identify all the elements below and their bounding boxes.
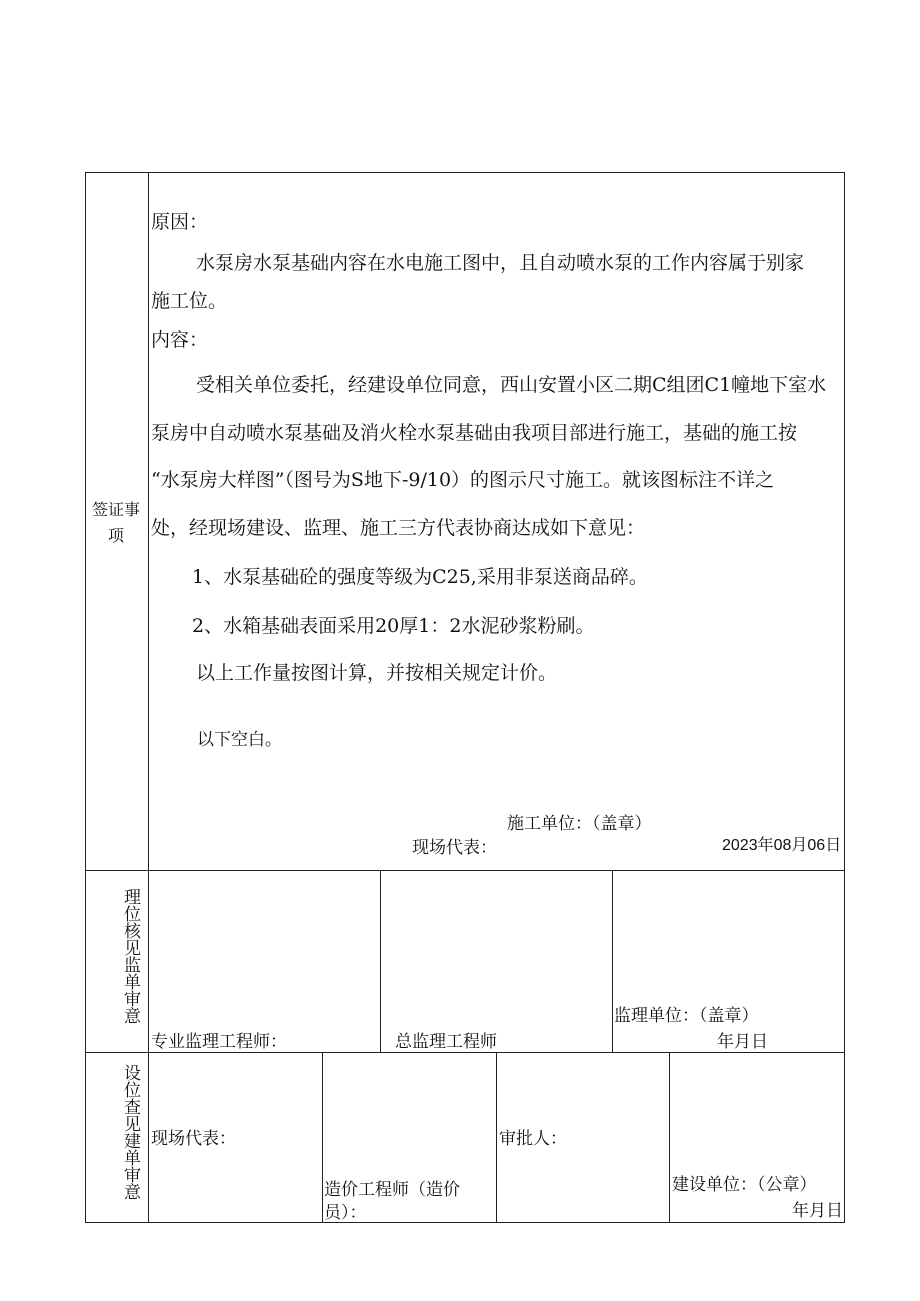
- opinion-item-2: 2、水箱基础表面采用20厚1：2水泥砂浆粉刷。: [192, 615, 595, 637]
- reason-heading: 原因：: [151, 211, 209, 233]
- owner-unit-label: 建设单位：（公章）: [672, 1175, 817, 1195]
- reason-line-2: 施工位。: [151, 290, 228, 312]
- table-bottom-border: [85, 1222, 845, 1223]
- content-heading: 内容：: [151, 329, 209, 351]
- chief-supervising-engineer-label: 总监理工程师: [395, 1032, 497, 1052]
- supervising-engineer-label: 专业监理工程师：: [151, 1032, 287, 1052]
- owner-site-representative-label: 现场代表：: [151, 1129, 236, 1149]
- blank-note: 以下空白。: [197, 730, 282, 750]
- table-top-border: [85, 172, 845, 173]
- visa-date: 2023年08月06日: [722, 837, 842, 854]
- supervision-opinion-label: 理位核见监单审意: [120, 888, 140, 1024]
- row-divider-2: [85, 1052, 845, 1053]
- owner-col-divider-2: [496, 1052, 497, 1223]
- label-column-divider: [148, 172, 149, 1223]
- cost-engineer-label-line1: 造价工程师（造价: [324, 1180, 460, 1200]
- content-line-1: 受相关单位委托，经建设单位同意，西山安置小区二期C组团C1幢地下室水: [196, 374, 827, 396]
- reason-line-1: 水泵房水泵基础内容在水电施工图中，且自动喷水泵的工作内容属于别家: [196, 252, 805, 274]
- summary-line: 以上工作量按图计算，并按相关规定计价。: [196, 662, 558, 684]
- contractor-unit-label: 施工单位：（盖章）: [507, 814, 652, 834]
- content-line-4: 处，经现场建设、监理、施工三方代表协商达成如下意见：: [151, 517, 646, 539]
- supervision-col-divider-2: [612, 870, 613, 1053]
- site-representative-label: 现场代表：: [412, 838, 497, 858]
- approver-label: 审批人：: [499, 1129, 567, 1149]
- opinion-item-1: 1、水泵基础砼的强度等级为C25,采用非泵送商品碎。: [192, 566, 648, 588]
- owner-col-divider-1: [322, 1052, 323, 1223]
- table-right-border: [844, 172, 845, 1223]
- supervision-unit-label: 监理单位：（盖章）: [614, 1006, 759, 1026]
- supervision-date: 年月日: [717, 1032, 768, 1052]
- content-line-2: 泵房中自动喷水泵基础及消火栓水泵基础由我项目部进行施工，基础的施工按: [151, 422, 798, 444]
- content-line-3: “水泵房大样图”（图号为S地下-9/10）的图示尺寸施工。就该图标注不详之: [151, 469, 775, 491]
- owner-opinion-label: 设位查见建单审意: [120, 1064, 140, 1200]
- owner-col-divider-3: [669, 1052, 670, 1223]
- cost-engineer-label-line2: 员）：: [324, 1203, 367, 1223]
- visa-label-line1: 签证事: [92, 500, 141, 519]
- supervision-col-divider-1: [380, 870, 381, 1053]
- visa-label-line2: 项: [108, 526, 125, 545]
- row-divider-1: [85, 870, 845, 871]
- owner-date: 年月日: [792, 1201, 843, 1221]
- table-left-border: [85, 172, 86, 1223]
